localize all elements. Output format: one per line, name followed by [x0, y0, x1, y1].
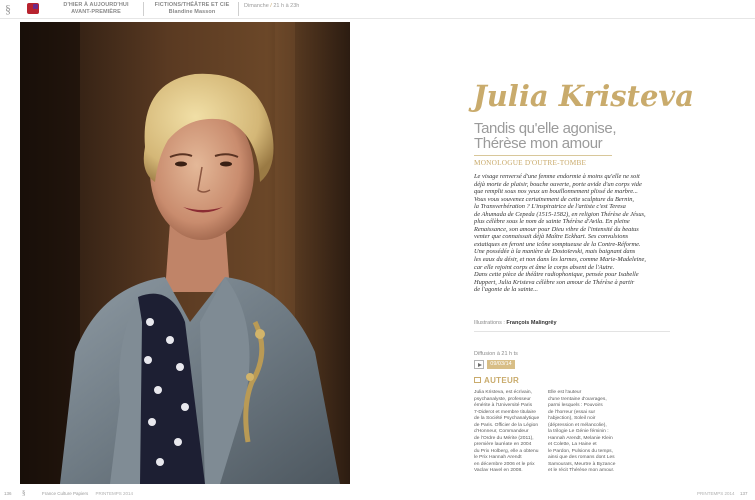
play-icon[interactable]: [474, 360, 484, 369]
header-program: [148, 2, 236, 16]
bio-line: de la Société Psychanalytique: [474, 416, 540, 421]
body-line: Renaissance, son amour pour Dieu vibre de l'intensité du beatus: [474, 225, 639, 233]
header-separator: [143, 2, 144, 16]
illustration-label: Illustrations :: [474, 320, 505, 326]
illustration-credit: [474, 320, 557, 326]
page-footer: [0, 488, 755, 500]
article-subtitle: [474, 121, 616, 151]
bio-line: de l'Ordre du Mérite (2011),: [474, 435, 534, 441]
author-icon: [474, 377, 481, 383]
bio-line: Vaclav Havel en 2008.: [474, 468, 523, 473]
broadcast-date-badge: 09/03/14: [487, 360, 515, 369]
bio-line: Julia Kristeva, est écrivain,: [474, 390, 532, 395]
bio-line: et Colette, La Haine et: [548, 442, 597, 447]
header-separator: [238, 2, 239, 16]
body-line: Huppert, Julia Kristeva célèbre son amour de Thérèse à partir: [474, 278, 635, 286]
body-line: les eaux du désir, et non dans les larmes, comme Marie-Madeleine,: [474, 256, 646, 264]
body-line: venter que connaissait déjà Maître Eckhart. Ses convulsions: [474, 233, 629, 241]
illustrator-name: François Malingrëy: [506, 320, 557, 326]
bio-line: psychanalyste, professeur: [474, 396, 531, 402]
broadcast-time: Diffusion à 21 h ts: [474, 351, 518, 357]
bio-line: ainsi que des romans dont Les: [548, 455, 615, 460]
bio-line: la trilogie Le Génie féminin :: [548, 429, 609, 434]
bio-line: et le récit Thérèse mon amour.: [548, 468, 615, 473]
schedule-time: 21 h à 23h: [273, 3, 300, 9]
body-line: Vous vous souvenez certainement de cette sculpture du Bernin,: [474, 195, 635, 203]
author-bio-column-2: [548, 390, 614, 475]
body-line: de l'agonie de la sainte...: [474, 286, 539, 294]
header-schedule: [244, 3, 299, 9]
body-line: car elle rejoint corps et âme le corps absent de l'Autre.: [474, 263, 615, 271]
publication-season: PRINTEMPS 2014: [95, 491, 134, 496]
bio-line: l'abjection), Soleil noir: [548, 416, 596, 421]
schedule-day: Dimanche: [244, 3, 269, 9]
author-heading-label: AUTEUR: [484, 376, 520, 385]
bio-line: émérite à l'Université Paris: [474, 403, 533, 408]
schedule-slash: /: [270, 3, 272, 9]
portrait-photo: [20, 22, 350, 484]
bio-line: d'une trentaine d'ouvrages,: [548, 396, 607, 402]
page-number-right: 137: [740, 491, 748, 496]
header-rubric: [55, 2, 137, 16]
bio-line: Samouraïs, Meurtre à Byzance: [548, 461, 616, 467]
body-line: plus célèbre sous le nom de sainte Thérèse d'Avila. En pleine: [474, 218, 630, 226]
credit-divider: [474, 331, 670, 332]
bio-line: Elle est l'auteur: [548, 390, 582, 395]
portrait-illustration: [20, 22, 350, 484]
body-line: la Transverbération ? L'inspiratrice de l'artiste c'est Teresa: [474, 203, 626, 211]
body-line: Dans cette pièce de théâtre radiophonique, pensée pour Isabelle: [474, 271, 639, 279]
publication-name: France Culture Papiers: [42, 491, 89, 496]
header-rubric-sub: AVANT-PREMIÈRE: [71, 9, 121, 15]
article-body: [474, 173, 670, 294]
bio-line: du Prix Holberg, elle a obtenu: [474, 448, 539, 454]
author-section-heading: [474, 376, 519, 385]
france-culture-logo-icon: [27, 3, 39, 14]
header-program-title: FICTIONS/THÉÂTRE ET CIE: [154, 2, 230, 8]
header-program-author: Blandine Masson: [168, 9, 216, 15]
author-name-title: Julia Kristeva: [473, 79, 695, 113]
article-kicker: MONOLOGUE D'OUTRE-TOMBE: [474, 158, 587, 167]
footer-mark: §: [22, 489, 26, 497]
bio-line: d'Honneur, Commandeur: [474, 429, 529, 434]
author-bio-column-1: [474, 390, 540, 475]
bio-line: le Pardon, Pulsions du temps,: [548, 448, 613, 454]
body-line: déjà morte de plaisir, bouche ouverte, porte avide d'un corps vide: [474, 180, 642, 188]
body-line: de Ahumada de Cepeda (1515-1582), en religion Thérèse de Jésus,: [474, 210, 646, 218]
page-number-left: 136: [4, 491, 12, 496]
page-header: [0, 0, 755, 18]
bio-line: 7-Diderot et membre titulaire: [474, 409, 536, 415]
subtitle-line: Thérèse mon amour: [474, 135, 603, 152]
body-line: Une possédée à la manière de Dostoïevski, mais baignant dans: [474, 248, 636, 256]
bio-line: (dépression et mélancolie),: [548, 422, 607, 428]
bio-line: le Prix Hannah Arendt: [474, 455, 522, 460]
section-mark: §: [5, 2, 11, 16]
bio-line: en décembre 2006 et le prix: [474, 461, 535, 467]
footer-season-right: PRINTEMPS 2014: [697, 491, 735, 496]
body-line: que remplit sous nos yeux un bouillonnement plissé de marbre...: [474, 188, 638, 196]
footer-publication: [42, 491, 133, 496]
subtitle-line: Tandis qu'elle agonise,: [474, 120, 617, 137]
subtitle-divider: [474, 155, 612, 156]
body-line: extatiques en feront une icône somptueuse de la Contre-Réforme.: [474, 240, 641, 248]
bio-line: première lauréate en 2004: [474, 442, 532, 447]
bio-line: Hannah Arendt, Melanie Klein: [548, 435, 613, 441]
bio-line: parmi lesquels : Pouvoirs: [548, 403, 603, 408]
header-rubric-title: D'HIER À AUJOURD'HUI: [63, 2, 129, 8]
bio-line: de l'horreur (essai sur: [548, 409, 596, 415]
bio-line: de Paris. Officier de la Légion: [474, 422, 539, 428]
body-line: Le visage renversé d'une femme endormie à moins qu'elle ne soit: [474, 173, 640, 180]
header-divider: [0, 18, 755, 19]
